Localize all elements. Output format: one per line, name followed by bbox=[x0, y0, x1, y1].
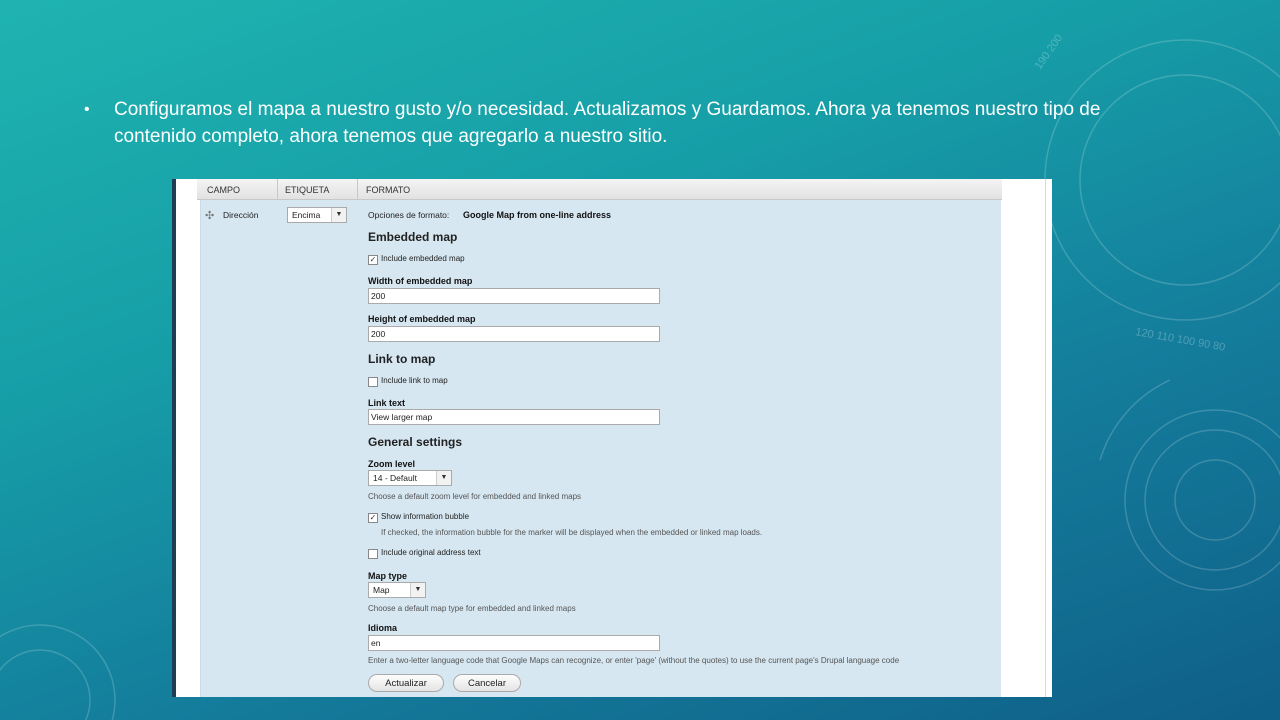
svg-text:120 110 100 90 80: 120 110 100 90 80 bbox=[1134, 326, 1227, 354]
header-campo: CAMPO bbox=[207, 185, 241, 195]
format-options-label: Opciones de formato: bbox=[368, 210, 450, 220]
include-embedded-checkbox[interactable]: ✓ bbox=[369, 255, 377, 264]
show-bubble-label: Show information bubble bbox=[381, 512, 470, 521]
include-link-checkbox[interactable] bbox=[368, 377, 378, 387]
show-bubble-description: If checked, the information bubble for the marker will be displayed when the embedded or linked map loads. bbox=[381, 528, 763, 537]
embedded-map-heading: Embedded map bbox=[368, 230, 458, 244]
header-formato: FORMATO bbox=[366, 185, 411, 195]
table-header bbox=[197, 179, 1002, 200]
label-position-value: Encima bbox=[292, 210, 321, 220]
include-link-label: Include link to map bbox=[381, 376, 448, 385]
field-row bbox=[200, 200, 1001, 697]
language-label: Idioma bbox=[368, 623, 398, 633]
map-type-description: Choose a default map type for embedded and linked maps bbox=[368, 604, 576, 613]
label-position-select[interactable] bbox=[287, 207, 347, 223]
slide-bullet bbox=[84, 96, 1144, 150]
chevron-down-icon: ▼ bbox=[331, 208, 346, 222]
map-type-select[interactable] bbox=[368, 582, 426, 598]
general-settings-heading: General settings bbox=[368, 435, 463, 449]
slide-bullet-text: Configuramos el mapa a nuestro gusto y/o necesidad. Actualizamos y Guardamos. Ahora ya tenemos nuestro tipo de contenido completo, ahora tenemos que agregarlo a nuestro sitio. bbox=[114, 99, 1101, 147]
svg-text:190 200: 190 200 bbox=[1032, 32, 1066, 72]
zoom-label: Zoom level bbox=[368, 459, 416, 469]
link-to-map-heading: Link to map bbox=[368, 352, 436, 366]
update-button[interactable]: Actualizar bbox=[368, 674, 444, 692]
header-divider bbox=[277, 179, 278, 199]
include-address-checkbox[interactable] bbox=[368, 549, 378, 559]
chevron-down-icon: ▼ bbox=[436, 471, 451, 485]
width-label: Width of embedded map bbox=[368, 276, 473, 286]
bullet-icon: • bbox=[84, 101, 90, 118]
drupal-screenshot bbox=[172, 179, 1052, 697]
field-name: Dirección bbox=[223, 210, 259, 220]
link-text-label: Link text bbox=[368, 398, 406, 408]
zoom-description: Choose a default zoom level for embedded and linked maps bbox=[368, 492, 582, 501]
link-text-input[interactable]: View larger map bbox=[368, 409, 660, 425]
cancel-button[interactable]: Cancelar bbox=[453, 674, 521, 692]
language-description: Enter a two-letter language code that Google Maps can recognize, or enter 'page' (without the quotes) to use the current page's Drupal language code bbox=[368, 656, 900, 665]
map-type-label: Map type bbox=[368, 571, 408, 581]
zoom-value: 14 - Default bbox=[373, 473, 417, 483]
width-input[interactable]: 200 bbox=[368, 288, 660, 304]
include-embedded-label: Include embedded map bbox=[381, 254, 465, 263]
zoom-select[interactable] bbox=[368, 470, 452, 486]
show-bubble-checkbox[interactable]: ✓ bbox=[369, 513, 377, 522]
screenshot-left-edge bbox=[172, 179, 176, 697]
header-etiqueta: ETIQUETA bbox=[285, 185, 330, 195]
height-label: Height of embedded map bbox=[368, 314, 476, 324]
header-divider bbox=[357, 179, 358, 199]
height-input[interactable]: 200 bbox=[368, 326, 660, 342]
format-options-value: Google Map from one-line address bbox=[463, 210, 612, 220]
move-handle-icon[interactable]: ✣ bbox=[205, 210, 215, 222]
language-input[interactable]: en bbox=[368, 635, 660, 651]
screenshot-right-edge bbox=[1045, 179, 1052, 697]
chevron-down-icon: ▼ bbox=[410, 583, 425, 597]
include-address-label: Include original address text bbox=[381, 548, 481, 557]
map-type-value: Map bbox=[373, 585, 390, 595]
